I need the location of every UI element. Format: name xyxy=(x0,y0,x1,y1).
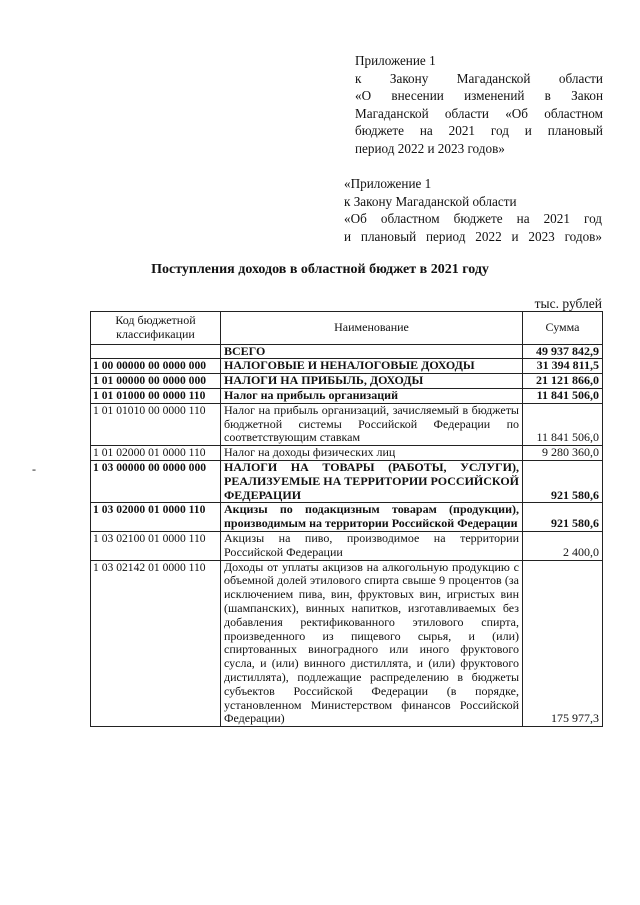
row-name: НАЛОГОВЫЕ И НЕНАЛОГОВЫЕ ДОХОДЫ xyxy=(221,359,523,374)
row-sum: 175 977,3 xyxy=(523,560,603,727)
table-row xyxy=(91,460,603,502)
table-row xyxy=(91,503,603,532)
row-name: Налог на доходы физических лиц xyxy=(221,446,523,461)
table-body xyxy=(91,344,603,727)
annex-2-header xyxy=(344,175,602,245)
annex-1-line: период 2022 и 2023 годов» xyxy=(355,140,505,156)
row-name: Налог на прибыль организаций, зачисляемый в бюджеты бюджетной системы Российской Федерации по соответствующим ставкам xyxy=(221,403,523,445)
row-name: Акцизы на пиво, производимое на территории Российской Федерации xyxy=(221,531,523,560)
document-title: Поступления доходов в областной бюджет в 2021 году xyxy=(151,262,489,277)
row-code xyxy=(91,344,221,359)
annex-1-line: Магаданской области «Об областном xyxy=(355,105,603,121)
row-code: 1 03 00000 00 0000 000 xyxy=(91,460,221,502)
row-name: Доходы от уплаты акцизов на алкогольную продукцию с объемной долей этилового спирта свыше 9 процентов (за исключением пива, вин, фруктовых вин, игристых вин (шампанских), винных напитков, изготавливаемых без добавления ректификованного этилового спирта, произведенного из пищевого сырья, и (или) спиртованных виноградного или иного фруктового сусла, и (или) винного дистиллята, и (или) фруктового дистиллята), подлежащие распределению в бюджеты субъектов Российской Федерации (в порядке, установленном Министерством финансов Российской Федерации) xyxy=(221,560,523,727)
annex-1-line: Приложение 1 xyxy=(355,53,436,68)
annex-1-line: «О внесении изменений в Закон xyxy=(355,88,603,104)
row-code: 1 03 02142 01 0000 110 xyxy=(91,560,221,727)
table-row xyxy=(91,374,603,389)
row-sum: 921 580,6 xyxy=(523,503,603,532)
table-row xyxy=(91,359,603,374)
row-code: 1 01 01000 00 0000 110 xyxy=(91,388,221,403)
header-code: Код бюджетной классификации xyxy=(91,312,221,345)
annex-1-line: бюджете на 2021 год и плановый xyxy=(355,123,603,139)
header-sum: Сумма xyxy=(523,312,603,345)
row-code: 1 01 02000 01 0000 110 xyxy=(91,446,221,461)
row-name: Акцизы по подакцизным товарам (продукции), производимым на территории Российской Федерации xyxy=(221,503,523,532)
row-sum: 49 937 842,9 xyxy=(523,344,603,359)
header-name: Наименование xyxy=(221,312,523,345)
row-code: 1 03 02100 01 0000 110 xyxy=(91,531,221,560)
annex-2-line: и плановый период 2022 и 2023 годов» xyxy=(344,228,602,244)
table-row xyxy=(91,403,603,445)
row-sum: 9 280 360,0 xyxy=(523,446,603,461)
annex-1-line: к Закону Магаданской области xyxy=(355,70,603,86)
annex-2-line: «Об областном бюджете на 2021 год xyxy=(344,211,602,227)
table-row xyxy=(91,446,603,461)
annex-1-header xyxy=(355,52,603,158)
annex-2-line: к Закону Магаданской области xyxy=(344,193,517,209)
units-label: тыс. рублей xyxy=(534,296,602,311)
row-name: ВСЕГО xyxy=(221,344,523,359)
row-code: 1 00 00000 00 0000 000 xyxy=(91,359,221,374)
row-name: НАЛОГИ НА ТОВАРЫ (РАБОТЫ, УСЛУГИ), РЕАЛИЗУЕМЫЕ НА ТЕРРИТОРИИ РОССИЙСКОЙ ФЕДЕРАЦИИ xyxy=(221,460,523,502)
row-code: 1 03 02000 01 0000 110 xyxy=(91,503,221,532)
row-sum: 21 121 866,0 xyxy=(523,374,603,389)
row-sum: 921 580,6 xyxy=(523,460,603,502)
table-header-row xyxy=(91,312,603,345)
table-row xyxy=(91,560,603,727)
revenue-table xyxy=(90,311,603,727)
row-code: 1 01 01010 00 0000 110 xyxy=(91,403,221,445)
table-row xyxy=(91,388,603,403)
row-name: Налог на прибыль организаций xyxy=(221,388,523,403)
row-name: НАЛОГИ НА ПРИБЫЛЬ, ДОХОДЫ xyxy=(221,374,523,389)
row-sum: 31 394 811,5 xyxy=(523,359,603,374)
row-sum: 11 841 506,0 xyxy=(523,403,603,445)
row-sum: 2 400,0 xyxy=(523,531,603,560)
annex-2-line: «Приложение 1 xyxy=(344,176,432,191)
table-row xyxy=(91,531,603,560)
table-row xyxy=(91,344,603,359)
margin-mark: - xyxy=(32,462,36,476)
row-code: 1 01 00000 00 0000 000 xyxy=(91,374,221,389)
row-sum: 11 841 506,0 xyxy=(523,388,603,403)
